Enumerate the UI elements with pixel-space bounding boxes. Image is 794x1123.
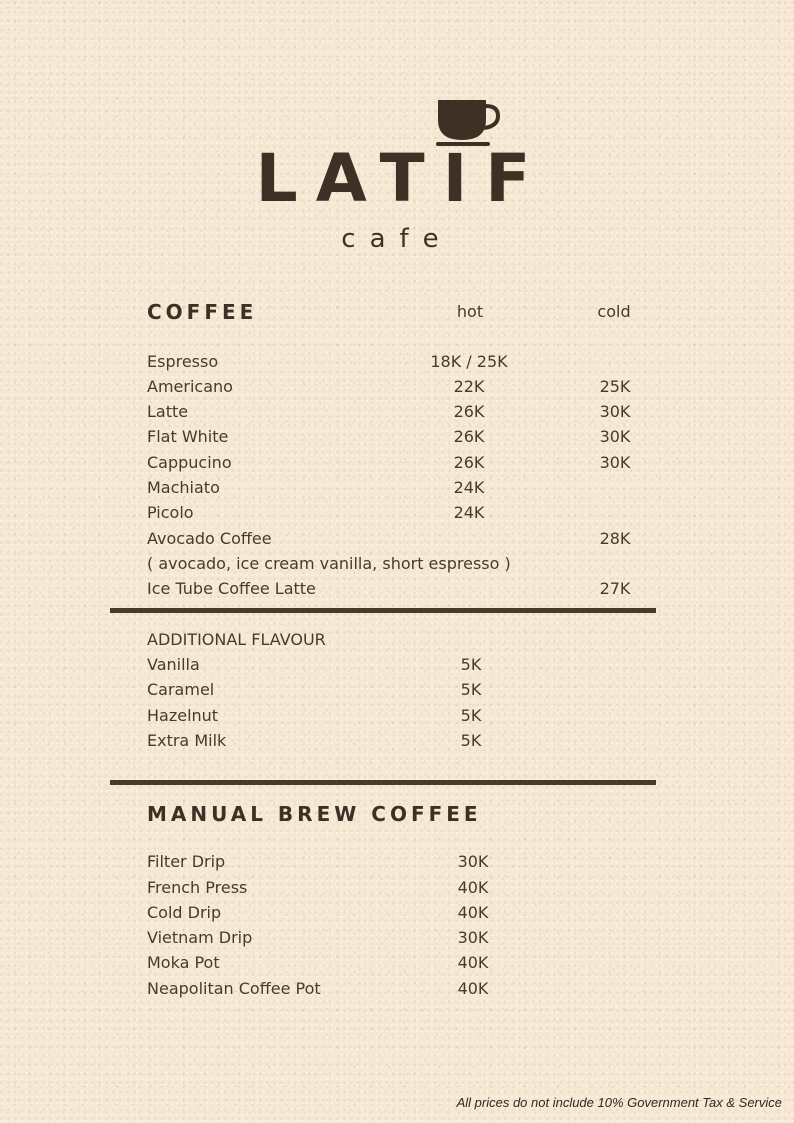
section-divider — [110, 608, 656, 613]
item-name: Hazelnut — [147, 706, 219, 725]
hot-price: 26K — [453, 427, 485, 446]
menu-row — [147, 554, 657, 576]
menu-row — [147, 979, 657, 1001]
item-price: 30K — [457, 928, 489, 947]
item-name: Caramel — [147, 680, 215, 699]
item-name: Avocado Coffee — [147, 529, 272, 548]
menu-row — [147, 453, 657, 475]
item-price: 40K — [457, 903, 489, 922]
tax-note: All prices do not include 10% Government Tax & Service — [456, 1095, 782, 1110]
item-name: Machiato — [147, 478, 220, 497]
item-price: 40K — [457, 979, 489, 998]
menu-row — [147, 706, 657, 728]
cold-price: 28K — [599, 529, 631, 548]
item-name: Filter Drip — [147, 852, 226, 871]
item-name: Cold Drip — [147, 903, 222, 922]
menu-row — [147, 377, 657, 399]
menu-row — [147, 731, 657, 753]
item-name: Cappucino — [147, 453, 232, 472]
hot-price: 26K — [453, 402, 485, 421]
menu-row — [147, 503, 657, 525]
item-name: Neapolitan Coffee Pot — [147, 979, 321, 998]
menu-row — [147, 903, 657, 925]
cold-price: 27K — [599, 579, 631, 598]
section-divider — [110, 780, 656, 785]
item-name: Americano — [147, 377, 233, 396]
item-price: 40K — [457, 878, 489, 897]
item-price: 30K — [457, 852, 489, 871]
menu-row — [147, 680, 657, 702]
item-price: 5K — [460, 680, 482, 699]
item-name: French Press — [147, 878, 248, 897]
brand-subtitle: cafe — [341, 224, 453, 254]
cold-column-header: cold — [597, 302, 631, 321]
item-name: Ice Tube Coffee Latte — [147, 579, 316, 598]
item-name: Picolo — [147, 503, 194, 522]
item-name: Extra Milk — [147, 731, 227, 750]
hot-price: 18K / 25K — [430, 352, 508, 371]
item-name: Latte — [147, 402, 189, 421]
hot-price: 26K — [453, 453, 485, 472]
menu-row — [147, 352, 657, 374]
menu-row — [147, 928, 657, 950]
hot-column-header: hot — [456, 302, 484, 321]
menu-row — [147, 878, 657, 900]
item-price: 40K — [457, 953, 489, 972]
brand-name: LATIF — [255, 140, 549, 217]
menu-row — [147, 478, 657, 500]
coffee-section-title: COFFEE — [147, 300, 258, 324]
item-name: Moka Pot — [147, 953, 220, 972]
item-price: 5K — [460, 655, 482, 674]
menu-row — [147, 427, 657, 449]
item-name: Flat White — [147, 427, 229, 446]
menu-row — [147, 529, 657, 551]
hot-price: 22K — [453, 377, 485, 396]
cold-price: 30K — [599, 453, 631, 472]
item-name: Vietnam Drip — [147, 928, 253, 947]
cold-price: 30K — [599, 402, 631, 421]
item-name: Vanilla — [147, 655, 200, 674]
menu-row — [147, 852, 657, 874]
menu-row — [147, 953, 657, 975]
additional-flavour-title: ADDITIONAL FLAVOUR — [147, 630, 326, 649]
menu-row — [147, 579, 657, 601]
hot-price: 24K — [453, 503, 485, 522]
manual-brew-section-title: MANUAL BREW COFFEE — [147, 802, 482, 826]
item-price: 5K — [460, 706, 482, 725]
cold-price: 25K — [599, 377, 631, 396]
item-name: ( avocado, ice cream vanilla, short espresso ) — [147, 554, 511, 573]
hot-price: 24K — [453, 478, 485, 497]
cold-price: 30K — [599, 427, 631, 446]
item-price: 5K — [460, 731, 482, 750]
menu-row — [147, 655, 657, 677]
item-name: Espresso — [147, 352, 219, 371]
menu-row — [147, 402, 657, 424]
